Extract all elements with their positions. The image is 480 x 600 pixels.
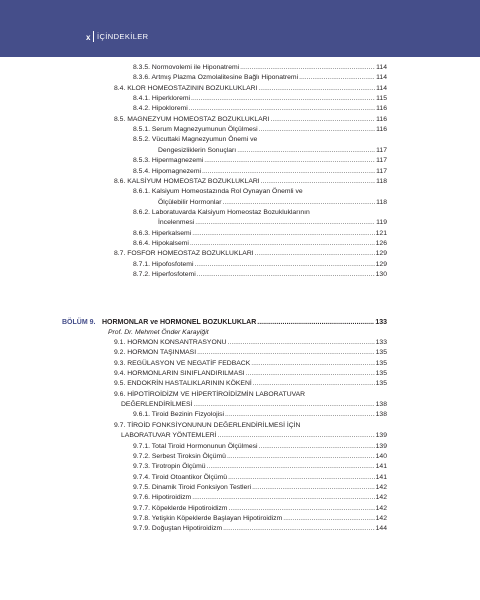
toc-entry[interactable] xyxy=(133,410,387,420)
toc-entry-title: 8.6.4. Hipokalsemi xyxy=(133,239,189,247)
toc-entry-page: 115 xyxy=(376,95,387,103)
toc-entry-page: 116 xyxy=(376,115,387,123)
toc-entry-title: LABORATUVAR YÖNTEMLERİ xyxy=(121,432,217,440)
leader-dots xyxy=(222,198,375,208)
toc-entry-title: 9.2. HORMON TAŞINMASI xyxy=(114,349,197,357)
chapter-label: BÖLÜM 9. xyxy=(62,319,96,326)
toc-entry[interactable] xyxy=(158,198,387,208)
toc-entry[interactable] xyxy=(133,493,387,503)
leader-dots xyxy=(192,493,374,503)
leader-dots xyxy=(189,104,375,114)
toc-entry-title[interactable]: 8.6.2. Laboratuvarda Kalsiyum Homeostaz Bozukluklarının xyxy=(133,208,310,216)
toc-entry-page: 140 xyxy=(375,452,387,460)
toc-entry-page: 114 xyxy=(376,84,387,92)
leader-dots xyxy=(197,270,375,280)
leader-dots xyxy=(259,125,375,135)
toc-entry-title: 9.7.1. Total Tiroid Hormonunun Ölçülmesi xyxy=(133,442,258,450)
toc-entry-page: 114 xyxy=(376,64,387,71)
toc-entry-title: 8.6.3. Hiperkalsemi xyxy=(133,229,192,237)
toc-entry[interactable] xyxy=(114,84,387,94)
toc-entry[interactable] xyxy=(133,167,387,177)
leader-dots xyxy=(191,94,375,104)
toc-entry-page: 129 xyxy=(375,260,387,268)
toc-entry-title: 9.7.9. Doğuştan Hipotiroidizm xyxy=(133,525,223,533)
chapter-page: 133 xyxy=(375,319,387,326)
leader-dots xyxy=(259,442,375,452)
toc-entry-title: 8.4.2. Hipokloremi xyxy=(133,105,188,113)
toc-entry[interactable] xyxy=(121,400,387,410)
toc-entry-title: 8.3.6. Artmış Plazma Ozmolalitesine Bağlı Hiponatremi xyxy=(133,74,299,82)
toc-entry-title: DEĞERLENDİRİLMESİ xyxy=(121,401,193,409)
leader-dots xyxy=(194,260,374,270)
toc-entry-page: 126 xyxy=(375,239,387,247)
toc-entry[interactable] xyxy=(133,442,387,452)
toc-entry-page: 119 xyxy=(376,219,387,227)
toc-entry-page: 114 xyxy=(376,74,387,82)
toc-entry-page: 144 xyxy=(375,525,387,533)
leader-dots xyxy=(246,369,375,379)
toc-entry-title: 9.7.7. Köpeklerde Hipotiroidizm xyxy=(133,504,228,512)
leader-dots xyxy=(255,249,375,259)
toc-entry-title: İncelenmesi xyxy=(158,219,195,227)
leader-dots xyxy=(192,229,374,239)
toc-entry-title: 8.5.3. Hipermagnezemi xyxy=(133,157,204,165)
toc-entry[interactable] xyxy=(158,218,387,228)
toc-entry-page: 142 xyxy=(375,514,387,522)
toc-entry[interactable] xyxy=(133,504,387,514)
toc-entry-page: 121 xyxy=(375,229,387,237)
toc-entry[interactable] xyxy=(121,431,387,441)
toc-entry-title: Dengesizliklerin Sonuçları xyxy=(158,146,237,154)
toc-entry-page: 118 xyxy=(376,177,387,185)
leader-dots xyxy=(237,146,375,156)
leader-dots xyxy=(252,483,375,493)
toc-entry[interactable] xyxy=(133,514,387,524)
toc-entry-page: 133 xyxy=(375,339,387,346)
toc-entry-page: 116 xyxy=(376,105,387,113)
toc-entry-page: 117 xyxy=(376,157,387,165)
toc-entry-page: 142 xyxy=(375,494,387,502)
toc-entry-title: 8.5.4. Hipomagnezemi xyxy=(133,167,202,175)
toc-entry-page: 138 xyxy=(375,411,387,419)
toc-entry-title: 8.6. KALSİYUM HOMEOSTAZ BOZUKLUKLARI xyxy=(114,177,260,185)
toc-entry[interactable] xyxy=(114,249,387,259)
toc-entry-title: 8.5. MAGNEZYUM HOMEOSTAZ BOZUKLUKLARI xyxy=(114,115,270,123)
header-bar xyxy=(0,0,480,57)
toc-entry-title: Ölçülebilir Hormonlar xyxy=(158,198,222,206)
toc-entry[interactable] xyxy=(133,270,387,280)
toc-entry-title: 9.7.5. Dinamik Tiroid Fonksiyon Testleri xyxy=(133,483,252,491)
leader-dots xyxy=(228,504,374,514)
toc-entry-page: 129 xyxy=(375,250,387,258)
toc-entry-title: 8.4. KLOR HOMEOSTAZININ BOZUKLUKLARI xyxy=(114,84,258,92)
toc-entry-page: 141 xyxy=(375,473,387,481)
toc-entry[interactable] xyxy=(133,156,387,166)
toc-entry[interactable] xyxy=(114,359,387,369)
toc-entry-page: 116 xyxy=(376,126,387,134)
page-number: x xyxy=(86,33,91,42)
toc-entry-title: 9.7.3. Tirotropin Ölçümü xyxy=(133,463,206,471)
toc-entry-title: 8.4.1. Hiperkloremi xyxy=(133,95,191,103)
toc-entry-page: 142 xyxy=(375,483,387,491)
toc-entry-title: 8.7.1. Hipofosfotemi xyxy=(133,260,194,268)
toc-entry-title[interactable]: 9.7. TİROİD FONKSİYONUNUN DEĞERLENDİRİLMESİ İÇİN xyxy=(114,421,301,429)
leader-dots xyxy=(253,379,375,389)
toc-entry[interactable] xyxy=(133,483,387,493)
toc-entry-title: 8.3.5. Normovolemi ile Hiponatremi xyxy=(133,64,240,71)
toc-entry[interactable] xyxy=(114,115,387,125)
toc-entry[interactable] xyxy=(133,125,387,135)
toc-entry-page: 135 xyxy=(375,349,387,357)
section-title: İÇİNDEKİLER xyxy=(93,31,149,42)
leader-dots xyxy=(190,239,375,249)
toc-entry-page: 135 xyxy=(375,370,387,378)
toc-entry[interactable] xyxy=(133,473,387,483)
toc-entry-title: 8.7.2. Hiperfosfotemi xyxy=(133,271,196,278)
toc-entry-page: 117 xyxy=(376,146,387,154)
toc-entry[interactable] xyxy=(158,146,387,156)
leader-dots xyxy=(225,410,375,420)
leader-dots xyxy=(240,63,375,73)
toc-entry[interactable] xyxy=(133,239,387,249)
leader-dots xyxy=(228,338,375,348)
toc-entry-page: 117 xyxy=(376,167,387,175)
leader-dots xyxy=(283,514,374,524)
leader-dots xyxy=(195,218,375,228)
toc-entry[interactable] xyxy=(133,452,387,462)
toc-entry-page: 142 xyxy=(375,504,387,512)
toc-entry-page: 135 xyxy=(375,380,387,388)
leader-dots xyxy=(228,473,375,483)
toc-entry-title: 9.5. ENDOKRİN HASTALIKLARININ KÖKENİ xyxy=(114,380,252,388)
toc-entry-page: 130 xyxy=(375,271,387,278)
chapter-title-row[interactable] xyxy=(102,318,387,328)
toc-entry-page: 139 xyxy=(375,442,387,450)
toc-entry[interactable] xyxy=(114,177,387,187)
toc-entry[interactable] xyxy=(114,369,387,379)
toc-entry-page: 141 xyxy=(375,463,387,471)
leader-dots xyxy=(204,156,375,166)
leader-dots xyxy=(197,348,375,358)
leader-dots xyxy=(218,431,375,441)
leader-dots xyxy=(258,84,375,94)
toc-entry-title: 9.6.1. Tiroid Bezinin Fizyolojisi xyxy=(133,411,225,419)
toc-entry-page: 138 xyxy=(375,401,387,409)
toc-entry-title[interactable]: 8.6.1. Kalsiyum Homeostazında Rol Oynayan Önemli ve xyxy=(133,188,303,196)
leader-dots xyxy=(257,318,374,328)
leader-dots xyxy=(202,167,375,177)
toc-entry[interactable] xyxy=(114,348,387,358)
chapter-author: Prof. Dr. Mehmet Önder Karayiğit xyxy=(108,329,209,336)
toc-entry-page: 135 xyxy=(375,359,387,367)
toc-entry-title: 9.3. REGÜLASYON VE NEGATİF FEDBACK xyxy=(114,359,251,367)
leader-dots xyxy=(207,462,375,472)
toc-entry-title: 9.4. HORMONLARIN SINIFLANDIRILMASI xyxy=(114,370,245,378)
chapter-title: HORMONLAR ve HORMONEL BOZUKLUKLAR xyxy=(102,319,257,326)
leader-dots xyxy=(299,73,375,83)
leader-dots xyxy=(261,177,375,187)
toc-entry-title: 8.5.1. Serum Magnezyumunun Ölçülmesi xyxy=(133,126,258,134)
toc-entry-title: 8.7. FOSFOR HOMEOSTAZ BOZUKLUKLARI xyxy=(114,250,254,258)
toc-entry[interactable] xyxy=(133,524,387,534)
toc-entry-title: 9.7.8. Yetişkin Köpeklerde Başlayan Hipotiroidizm xyxy=(133,514,283,522)
toc-entry[interactable] xyxy=(133,104,387,114)
toc-entry[interactable] xyxy=(133,73,387,83)
toc-entry-title: 9.7.2. Serbest Tiroksin Ölçümü xyxy=(133,452,226,460)
toc-entry-title: 9.7.4. Tiroid Otoantikor Ölçümü xyxy=(133,473,228,481)
leader-dots xyxy=(223,524,374,534)
leader-dots xyxy=(270,115,375,125)
leader-dots xyxy=(227,452,375,462)
toc-entry-title: 9.7.6. Hipotiroidizm xyxy=(133,494,192,502)
toc-entry[interactable] xyxy=(133,229,387,239)
toc-entry[interactable] xyxy=(133,63,387,73)
toc-entry-title[interactable]: 9.6. HİPOTİROİDİZM VE HİPERTİROİDİZMİN LABORATUVAR xyxy=(114,390,306,398)
toc-entry-title: 9.1. HORMON KONSANTRASYONU xyxy=(114,339,227,346)
leader-dots xyxy=(193,400,374,410)
toc-entry-page: 139 xyxy=(375,432,387,440)
leader-dots xyxy=(251,359,374,369)
toc-entry[interactable] xyxy=(133,94,387,104)
toc-entry[interactable] xyxy=(114,379,387,389)
toc-entry[interactable] xyxy=(133,260,387,270)
toc-entry-title[interactable]: 8.5.2. Vücuttaki Magnezyumun Önemi ve xyxy=(133,136,258,144)
toc-entry-page: 118 xyxy=(376,198,387,206)
toc-entry[interactable] xyxy=(133,462,387,472)
toc-entry[interactable] xyxy=(114,338,387,348)
